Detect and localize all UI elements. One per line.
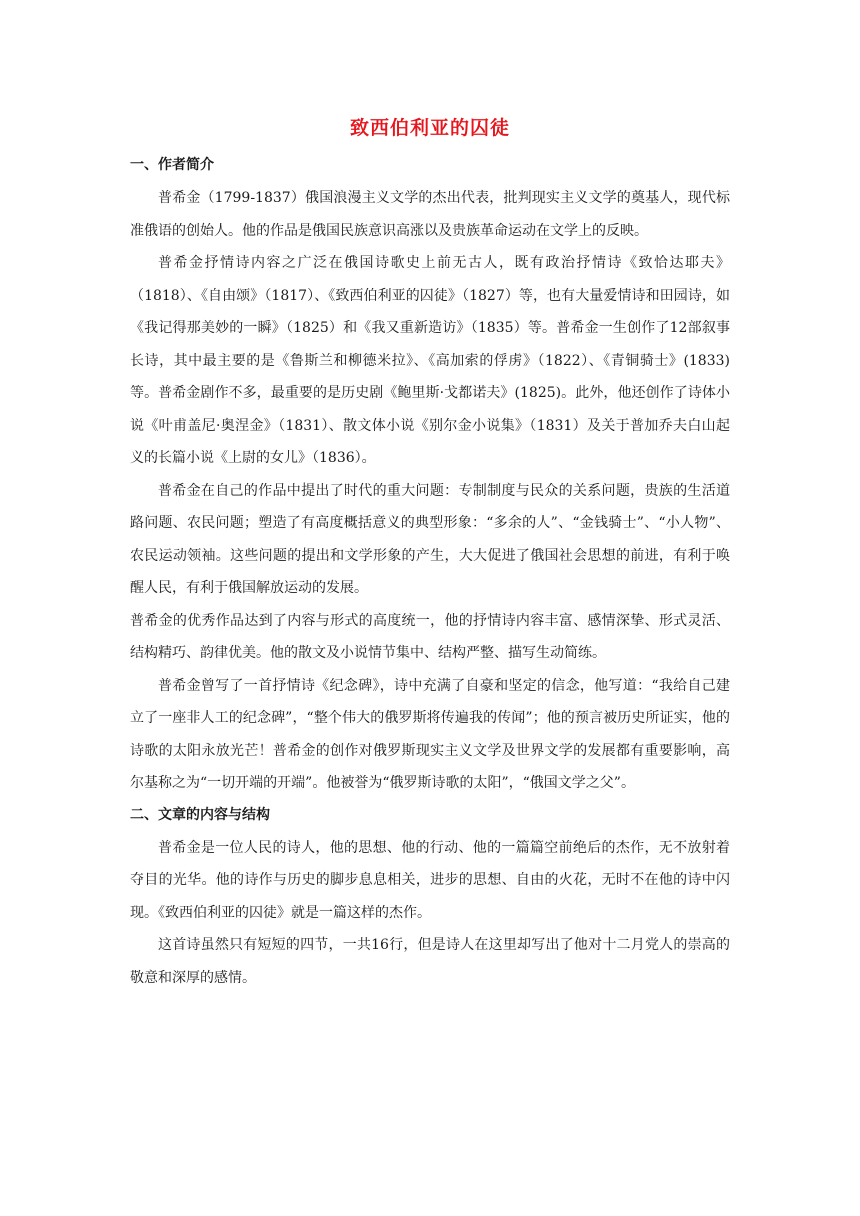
paragraph: 普希金抒情诗内容之广泛在俄国诗歌史上前无古人，既有政治抒情诗《致恰达耶夫》（1818）、《自由颂》（1817）、《致西伯利亚的囚徒》（1827）等，也有大量爱情诗和田园诗，如《我记得那美妙的一瞬》（1825）和《我又重新造访》（1835）等。普希金一生创作了12部叙事长诗，其中最主要的是《鲁斯兰和柳德米拉》、《高加索的俘虏》（1822）、《青铜骑士》(1833)等。普希金剧作不多，最重要的是历史剧《鲍里斯·戈都诺夫》(1825)。此外，他还创作了诗体小说《叶甫盖尼·奥涅金》（1831）、散文体小说《别尔金小说集》（1831）及关于普加乔夫白山起义的长篇小说《上尉的女儿》（1836）。	[130, 255, 730, 466]
paragraph: 普希金（1799-1837）俄国浪漫主义文学的杰出代表，批判现实主义文学的奠基人，现代标准俄语的创始人。他的作品是俄国民族意识高涨以及贵族革命运动在文学上的反映。	[130, 190, 730, 239]
paragraph: 普希金在自己的作品中提出了时代的重大问题：专制制度与民众的关系问题，贵族的生活道路问题、农民问题；塑造了有高度概括意义的典型形象：“多余的人”、“金钱骑士”、“小人物”、农民运动领袖。这些问题的提出和文学形象的产生，大大促进了俄国社会思想的前进，有利于唤醒人民，有利于俄国解放运动的发展。	[130, 482, 730, 596]
paragraph: 这首诗虽然只有短短的四节，一共16行，但是诗人在这里却写出了他对十二月党人的崇高的敬意和深厚的感情。	[130, 937, 730, 986]
document-page	[130, 112, 730, 994]
section-content-structure	[130, 804, 730, 995]
section-heading: 一、作者简介	[130, 157, 214, 173]
paragraph: 普希金是一位人民的诗人，他的思想、他的行动、他的一篇篇空前绝后的杰作，无不放射着夺目的光华。他的诗作与历史的脚步息息相关，进步的思想、自由的火花，无时不在他的诗中闪现。《致西伯利亚的囚徒》就是一篇这样的杰作。	[130, 839, 730, 921]
paragraph: 普希金曾写了一首抒情诗《纪念碑》，诗中充满了自豪和坚定的信念，他写道：“我给自己建立了一座非人工的纪念碑”，“整个伟大的俄罗斯将传遍我的传闻”；他的预言被历史所证实，他的诗歌的太阳永放光芒！普希金的创作对俄罗斯现实主义文学及世界文学的发展都有重要影响，高尔基称之为“一切开端的开端”。他被誉为“俄罗斯诗歌的太阳”，“俄国文学之父”。	[130, 677, 730, 791]
document-title: 致西伯利亚的囚徒	[349, 117, 510, 139]
section-heading: 二、文章的内容与结构	[130, 806, 270, 823]
section-author-intro	[130, 154, 730, 800]
paragraph: 普希金的优秀作品达到了内容与形式的高度统一，他的抒情诗内容丰富、感情深挚、形式灵活、结构精巧、韵律优美。他的散文及小说情节集中、结构严整、描写生动简练。	[130, 612, 730, 661]
